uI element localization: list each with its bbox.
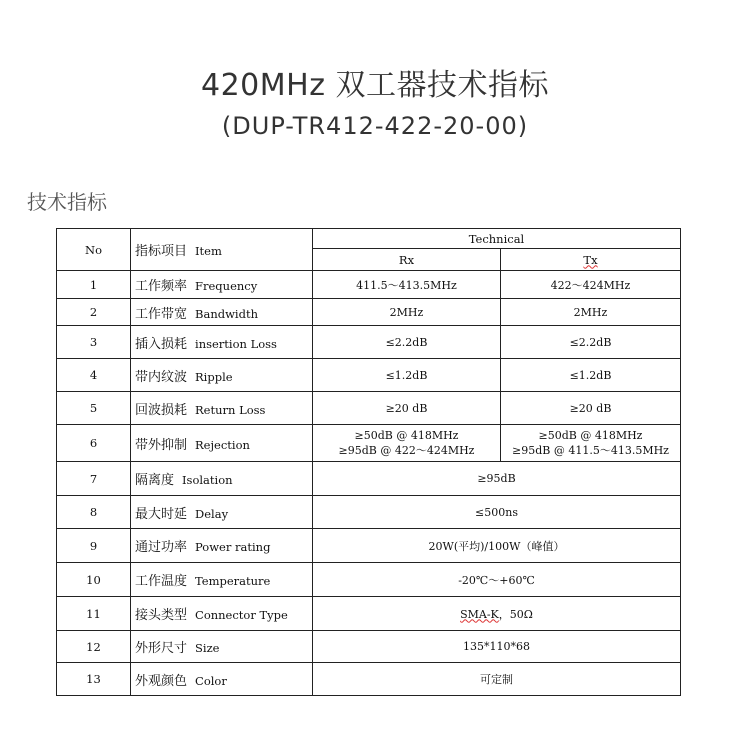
row-no: 4	[57, 359, 131, 392]
rx-value: 411.5～413.5MHz	[313, 271, 501, 299]
header-item	[131, 229, 313, 271]
shared-value: ≤500ns	[313, 496, 681, 529]
item-en: Frequency	[195, 279, 258, 293]
table-row	[57, 326, 681, 359]
item-en: Temperature	[195, 574, 271, 588]
row-no: 11	[57, 597, 131, 631]
table-row	[57, 392, 681, 425]
item-cn: 带外抑制	[135, 437, 188, 453]
row-no: 10	[57, 563, 131, 597]
row-item	[131, 529, 313, 563]
tx-value: 2MHz	[501, 299, 681, 326]
row-no: 3	[57, 326, 131, 359]
row-no: 6	[57, 425, 131, 462]
shared-value: 20W(平均)/100W（峰值）	[313, 529, 681, 563]
row-item	[131, 496, 313, 529]
table-row	[57, 299, 681, 326]
item-en: Ripple	[195, 369, 233, 384]
table-row	[57, 425, 681, 462]
header-no: No	[57, 229, 131, 271]
item-cn: 接头类型	[135, 608, 188, 623]
item-cn: 通过功率	[135, 540, 188, 555]
item-en: Isolation	[182, 473, 233, 487]
item-en: Color	[195, 673, 227, 688]
row-no: 2	[57, 299, 131, 326]
table-row	[57, 529, 681, 563]
table-row	[57, 462, 681, 496]
item-en: Return Loss	[195, 402, 266, 417]
rx-value: ≤1.2dB	[313, 359, 501, 392]
header-rx: Rx	[313, 249, 501, 271]
header-technical: Technical	[313, 229, 681, 249]
tx-line-2: ≥95dB @ 411.5～413.5MHz	[512, 443, 669, 457]
row-no: 9	[57, 529, 131, 563]
header-item-en: Item	[195, 244, 222, 258]
table-row	[57, 496, 681, 529]
header-tx	[501, 249, 681, 271]
item-cn: 工作频率	[135, 279, 188, 294]
shared-value	[313, 597, 681, 631]
rx-value: 2MHz	[313, 299, 501, 326]
item-cn: 外形尺寸	[135, 641, 188, 656]
item-en: Power rating	[195, 540, 271, 554]
spec-table	[56, 228, 681, 696]
tx-value: 422～424MHz	[501, 271, 681, 299]
shared-value: ≥95dB	[313, 462, 681, 496]
table-row	[57, 597, 681, 631]
table-row	[57, 271, 681, 299]
item-en: Delay	[195, 506, 229, 521]
row-item	[131, 425, 313, 462]
row-item	[131, 359, 313, 392]
rx-line-1: ≥50dB @ 418MHz	[354, 428, 459, 442]
row-item	[131, 663, 313, 696]
connector-type: SMA-K	[460, 607, 499, 621]
item-en: Bandwidth	[195, 306, 259, 321]
rx-value: ≥20 dB	[313, 392, 501, 425]
tx-line-1: ≥50dB @ 418MHz	[538, 428, 643, 442]
section-heading: 技术指标	[27, 190, 107, 214]
item-cn: 工作带宽	[135, 306, 188, 322]
row-item	[131, 326, 313, 359]
table-row	[57, 563, 681, 597]
item-cn: 最大时延	[135, 506, 188, 522]
tx-value	[501, 425, 681, 462]
tx-value: ≤2.2dB	[501, 326, 681, 359]
item-cn: 工作温度	[135, 574, 188, 589]
page-title: 420MHz 双工器技术指标	[201, 68, 549, 103]
item-cn: 插入损耗	[135, 336, 188, 352]
table-row	[57, 631, 681, 663]
row-no: 7	[57, 462, 131, 496]
item-en: Connector Type	[195, 608, 288, 622]
item-cn: 带内纹波	[135, 369, 188, 385]
tx-value: ≥20 dB	[501, 392, 681, 425]
table-row	[57, 359, 681, 392]
rx-value	[313, 425, 501, 462]
header-tx-label: Tx	[583, 252, 598, 267]
rx-line-2: ≥95dB @ 422～424MHz	[338, 443, 475, 457]
item-cn: 外观颜色	[135, 673, 188, 689]
item-en: Rejection	[195, 437, 250, 452]
impedance: ，50Ω	[498, 607, 533, 621]
model-number: (DUP-TR412-422-20-00)	[221, 112, 529, 140]
header-row	[57, 229, 681, 249]
table-row	[57, 663, 681, 696]
row-item	[131, 271, 313, 299]
row-item	[131, 631, 313, 663]
item-cn: 隔离度	[135, 473, 175, 488]
item-en: Size	[195, 641, 220, 655]
item-cn: 回波损耗	[135, 402, 188, 418]
row-item	[131, 462, 313, 496]
rx-value: ≤2.2dB	[313, 326, 501, 359]
row-item	[131, 299, 313, 326]
shared-value: 可定制	[313, 663, 681, 696]
row-no: 13	[57, 663, 131, 696]
item-en: insertion Loss	[195, 336, 277, 351]
shared-value: -20℃～+60℃	[313, 563, 681, 597]
header-item-cn: 指标项目	[135, 244, 188, 259]
row-item	[131, 563, 313, 597]
row-item	[131, 597, 313, 631]
row-item	[131, 392, 313, 425]
shared-value: 135*110*68	[313, 631, 681, 663]
tx-value: ≤1.2dB	[501, 359, 681, 392]
row-no: 1	[57, 271, 131, 299]
row-no: 5	[57, 392, 131, 425]
row-no: 8	[57, 496, 131, 529]
row-no: 12	[57, 631, 131, 663]
